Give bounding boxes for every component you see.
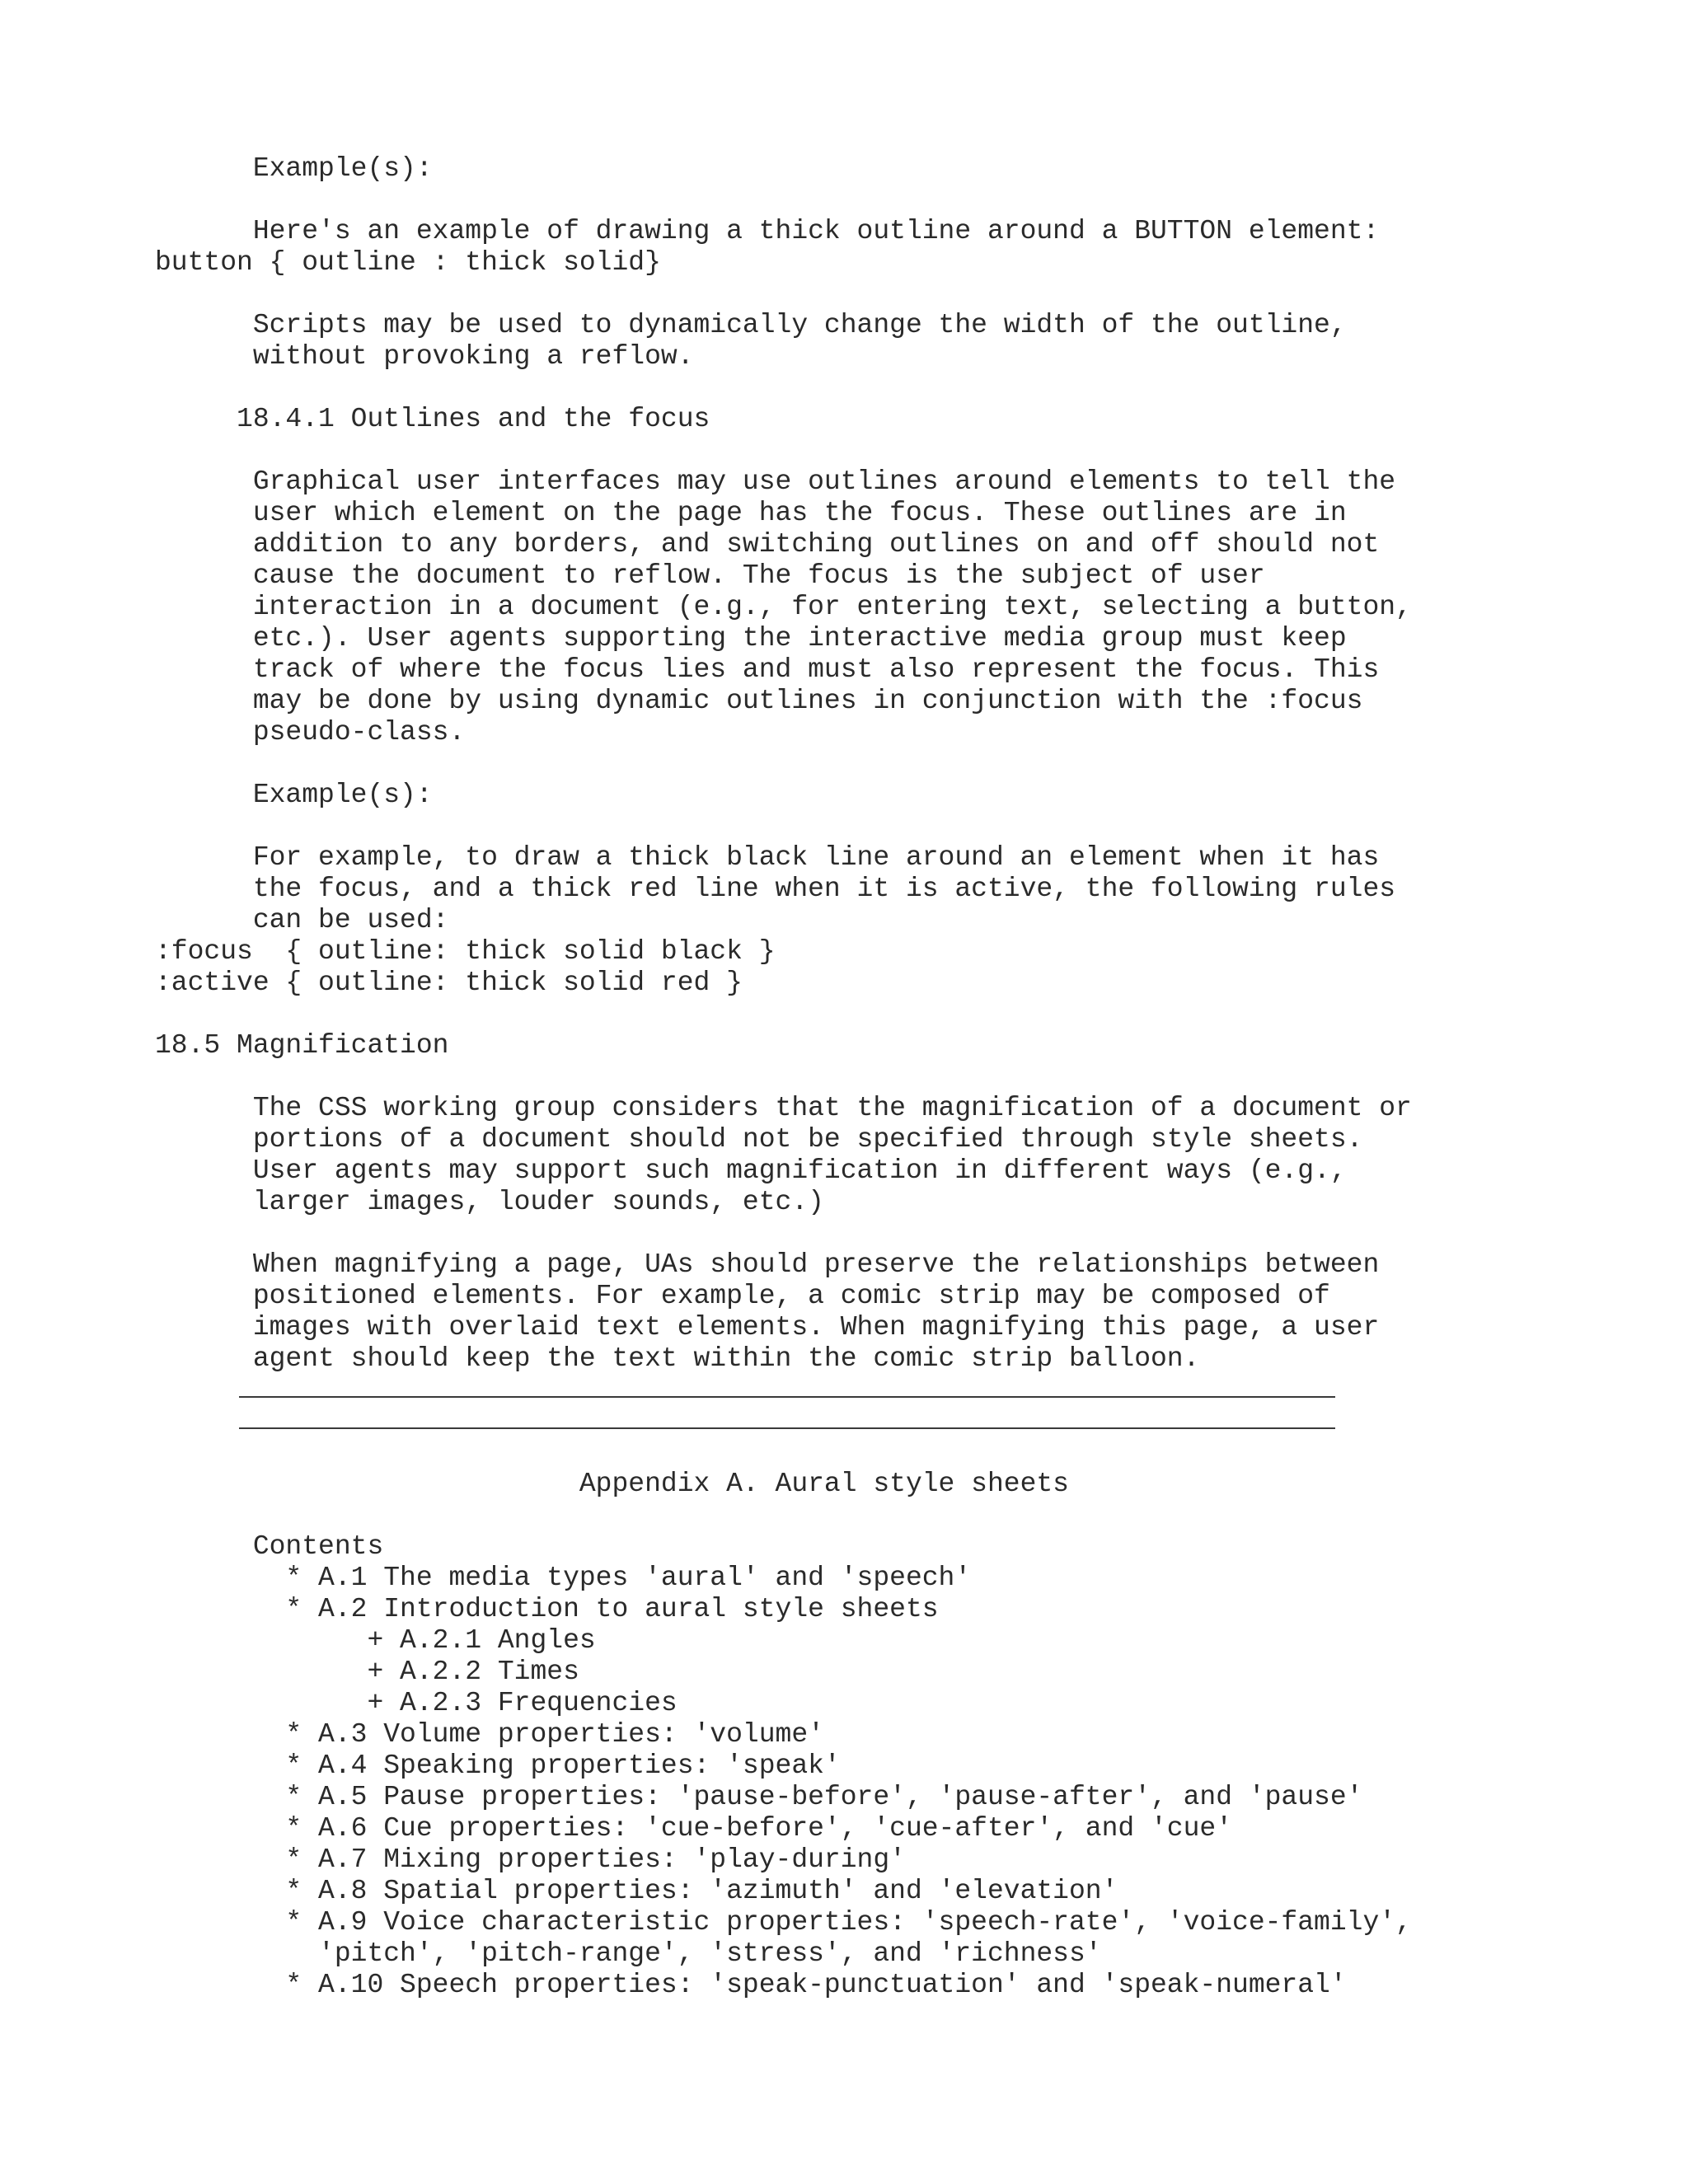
text-line: * A.5 Pause properties: 'pause-before', 'pause-after', and 'pause' [155, 1782, 1363, 1812]
text-line: track of where the focus lies and must also represent the focus. This [155, 654, 1380, 685]
text-line: agent should keep the text within the comic strip balloon. [155, 1343, 1200, 1374]
text-line: larger images, louder sounds, etc.) [155, 1187, 824, 1217]
text-line [155, 279, 1412, 310]
text-line: + A.2.3 Frequencies [155, 1688, 678, 1718]
text-line [155, 1062, 1412, 1093]
text-line [155, 999, 1412, 1030]
text-line: user which element on the page has the focus. These outlines are in [155, 498, 1347, 528]
text-line: * A.6 Cue properties: 'cue-before', 'cue-after', and 'cue' [155, 1813, 1233, 1844]
text-line: interaction in a document (e.g., for entering text, selecting a button, [155, 592, 1412, 622]
text-line: Example(s): [155, 780, 433, 810]
text-line: 18.5 Magnification [155, 1030, 449, 1061]
text-line: + A.2.2 Times [155, 1657, 579, 1687]
text-line [155, 373, 1412, 404]
text-line: :active { outline: thick solid red } [155, 968, 743, 998]
text-line [155, 185, 1412, 216]
text-line: without provoking a reflow. [155, 341, 694, 372]
text-line: * A.10 Speech properties: 'speak-punctuation' and 'speak-numeral' [155, 1970, 1347, 2000]
text-line: the focus, and a thick red line when it is active, the following rules [155, 874, 1396, 904]
text-line [155, 1500, 1412, 1531]
text-line: pseudo-class. [155, 717, 466, 748]
text-line: + A.2.1 Angles [155, 1625, 596, 1656]
text-line: * A.7 Mixing properties: 'play-during' [155, 1844, 906, 1875]
text-line: :focus { outline: thick solid black } [155, 936, 776, 967]
text-line: * A.9 Voice characteristic properties: 'speech-rate', 'voice-family', [155, 1907, 1412, 1938]
text-line: 'pitch', 'pitch-range', 'stress', and 'richness' [155, 1938, 1102, 1969]
text-line: * A.1 The media types 'aural' and 'speech' [155, 1563, 972, 1593]
text-line [155, 1218, 1412, 1249]
text-line: positioned elements. For example, a comic strip may be composed of [155, 1281, 1330, 1311]
text-line: Appendix A. Aural style sheets [155, 1469, 1069, 1499]
text-line: When magnifying a page, UAs should preserve the relationships between [155, 1249, 1380, 1280]
text-line: Scripts may be used to dynamically change the width of the outline, [155, 310, 1347, 340]
document-text [155, 153, 1412, 2001]
text-line: images with overlaid text elements. When magnifying this page, a user [155, 1312, 1380, 1343]
horizontal-rule [239, 1427, 1335, 1429]
text-line: The CSS working group considers that the magnification of a document or [155, 1093, 1412, 1123]
horizontal-rule [239, 1396, 1335, 1398]
text-line: * A.3 Volume properties: 'volume' [155, 1719, 824, 1750]
text-line: Here's an example of drawing a thick outline around a BUTTON element: [155, 216, 1380, 246]
text-line: Contents [155, 1531, 384, 1562]
text-line [155, 811, 1412, 842]
text-line: * A.8 Spatial properties: 'azimuth' and 'elevation' [155, 1876, 1118, 1906]
text-line: 18.4.1 Outlines and the focus [155, 404, 710, 434]
text-line: Example(s): [155, 153, 433, 184]
text-line [155, 1437, 1412, 1469]
text-line: * A.4 Speaking properties: 'speak' [155, 1750, 841, 1781]
text-line: cause the document to reflow. The focus is the subject of user [155, 560, 1265, 591]
text-line: button { outline : thick solid} [155, 247, 661, 278]
text-line: etc.). User agents supporting the interactive media group must keep [155, 623, 1347, 654]
text-line: may be done by using dynamic outlines in conjunction with the :focus [155, 686, 1363, 716]
section-divider [155, 1375, 1412, 1406]
text-line [155, 435, 1412, 466]
text-line: addition to any borders, and switching outlines on and off should not [155, 529, 1380, 560]
text-line [155, 748, 1412, 780]
text-line: can be used: [155, 905, 449, 935]
text-line: User agents may support such magnification in different ways (e.g., [155, 1155, 1347, 1186]
text-line: For example, to draw a thick black line around an element when it has [155, 842, 1380, 873]
text-line: * A.2 Introduction to aural style sheets [155, 1594, 939, 1624]
section-divider [155, 1406, 1412, 1437]
text-line: portions of a document should not be specified through style sheets. [155, 1124, 1363, 1155]
text-line: Graphical user interfaces may use outlines around elements to tell the [155, 466, 1396, 497]
